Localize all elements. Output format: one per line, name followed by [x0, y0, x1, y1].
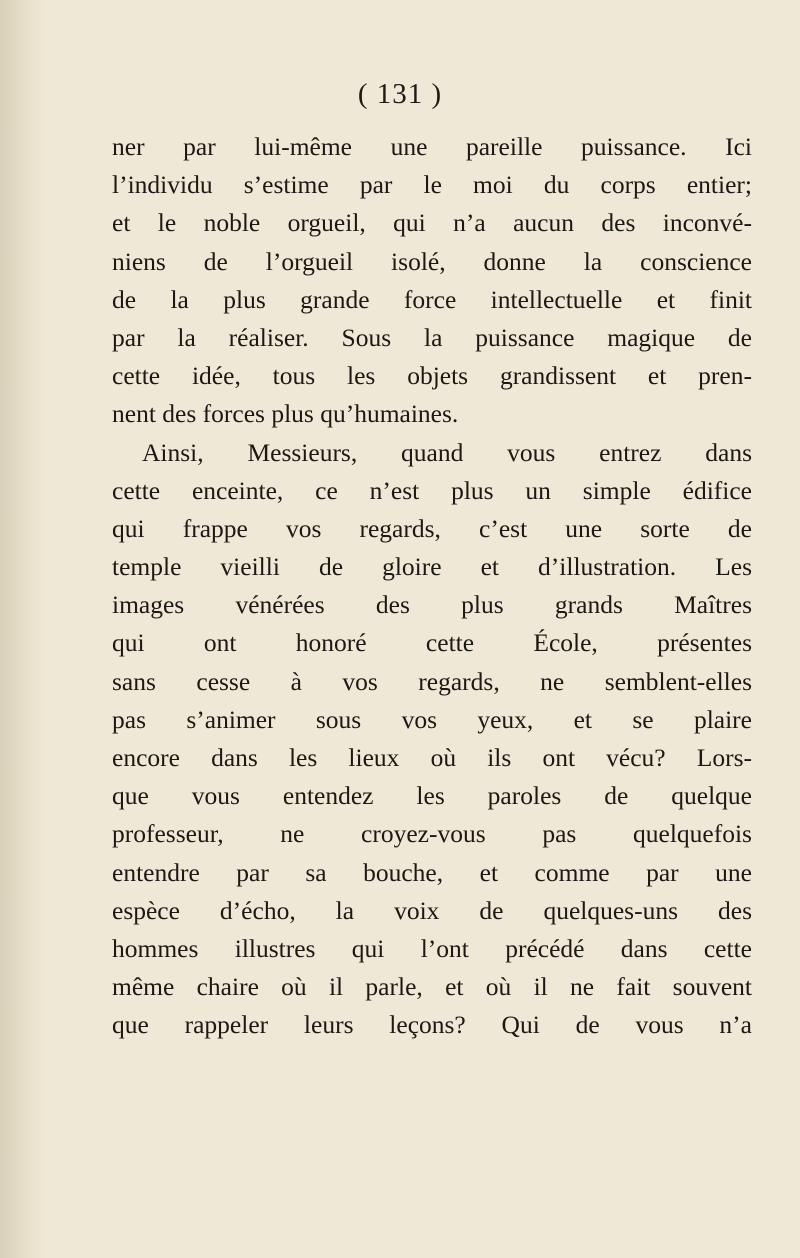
text-line: pas s’animer sous vos yeux, et se plaire [112, 704, 752, 734]
text-line: images vénérées des plus grands Maîtres [112, 590, 752, 620]
text-line: et le noble orgueil, qui n’a aucun des inconvé- [112, 208, 752, 238]
text-line: cette idée, tous les objets grandissent et pren- [112, 361, 752, 391]
text-line: de la plus grande force intellectuelle et finit [112, 284, 752, 314]
text-line: hommes illustres qui l’ont précédé dans cette [112, 933, 752, 963]
text-line: par la réaliser. Sous la puissance magique de [112, 322, 752, 352]
text-line: que vous entendez les paroles de quelque [112, 781, 752, 811]
binding-shadow [0, 0, 48, 1258]
text-line: cette enceinte, ce n’est plus un simple édifice [112, 475, 752, 505]
text-line: professeur, ne croyez-vous pas quelquefois [112, 819, 752, 849]
text-line: Ainsi, Messieurs, quand vous entrez dans [142, 437, 752, 467]
page-number: ( 131 ) [357, 78, 443, 110]
text-line: espèce d’écho, la voix de quelques-uns des [112, 895, 752, 925]
text-line: encore dans les lieux où ils ont vécu? Lors- [112, 743, 752, 772]
text-line: que rappeler leurs leçons? Qui de vous n’a [112, 1010, 752, 1040]
body-text [112, 128, 752, 1045]
text-line: entendre par sa bouche, et comme par une [112, 857, 752, 887]
text-line: temple vieilli de gloire et d’illustration. Les [112, 552, 752, 582]
text-line: qui ont honoré cette École, présentes [112, 628, 752, 658]
text-line: nent des forces plus qu’humaines. [112, 399, 459, 429]
text-line: qui frappe vos regards, c’est une sorte de [112, 513, 752, 543]
text-line: niens de l’orgueil isolé, donne la conscience [112, 246, 752, 276]
text-line: même chaire où il parle, et où il ne fait souvent [112, 972, 752, 1002]
text-line: l’individu s’estime par le moi du corps entier; [112, 170, 752, 200]
text-line: ner par lui-même une pareille puissance. Ici [112, 132, 752, 161]
text-line: sans cesse à vos regards, ne semblent-elles [112, 666, 752, 696]
